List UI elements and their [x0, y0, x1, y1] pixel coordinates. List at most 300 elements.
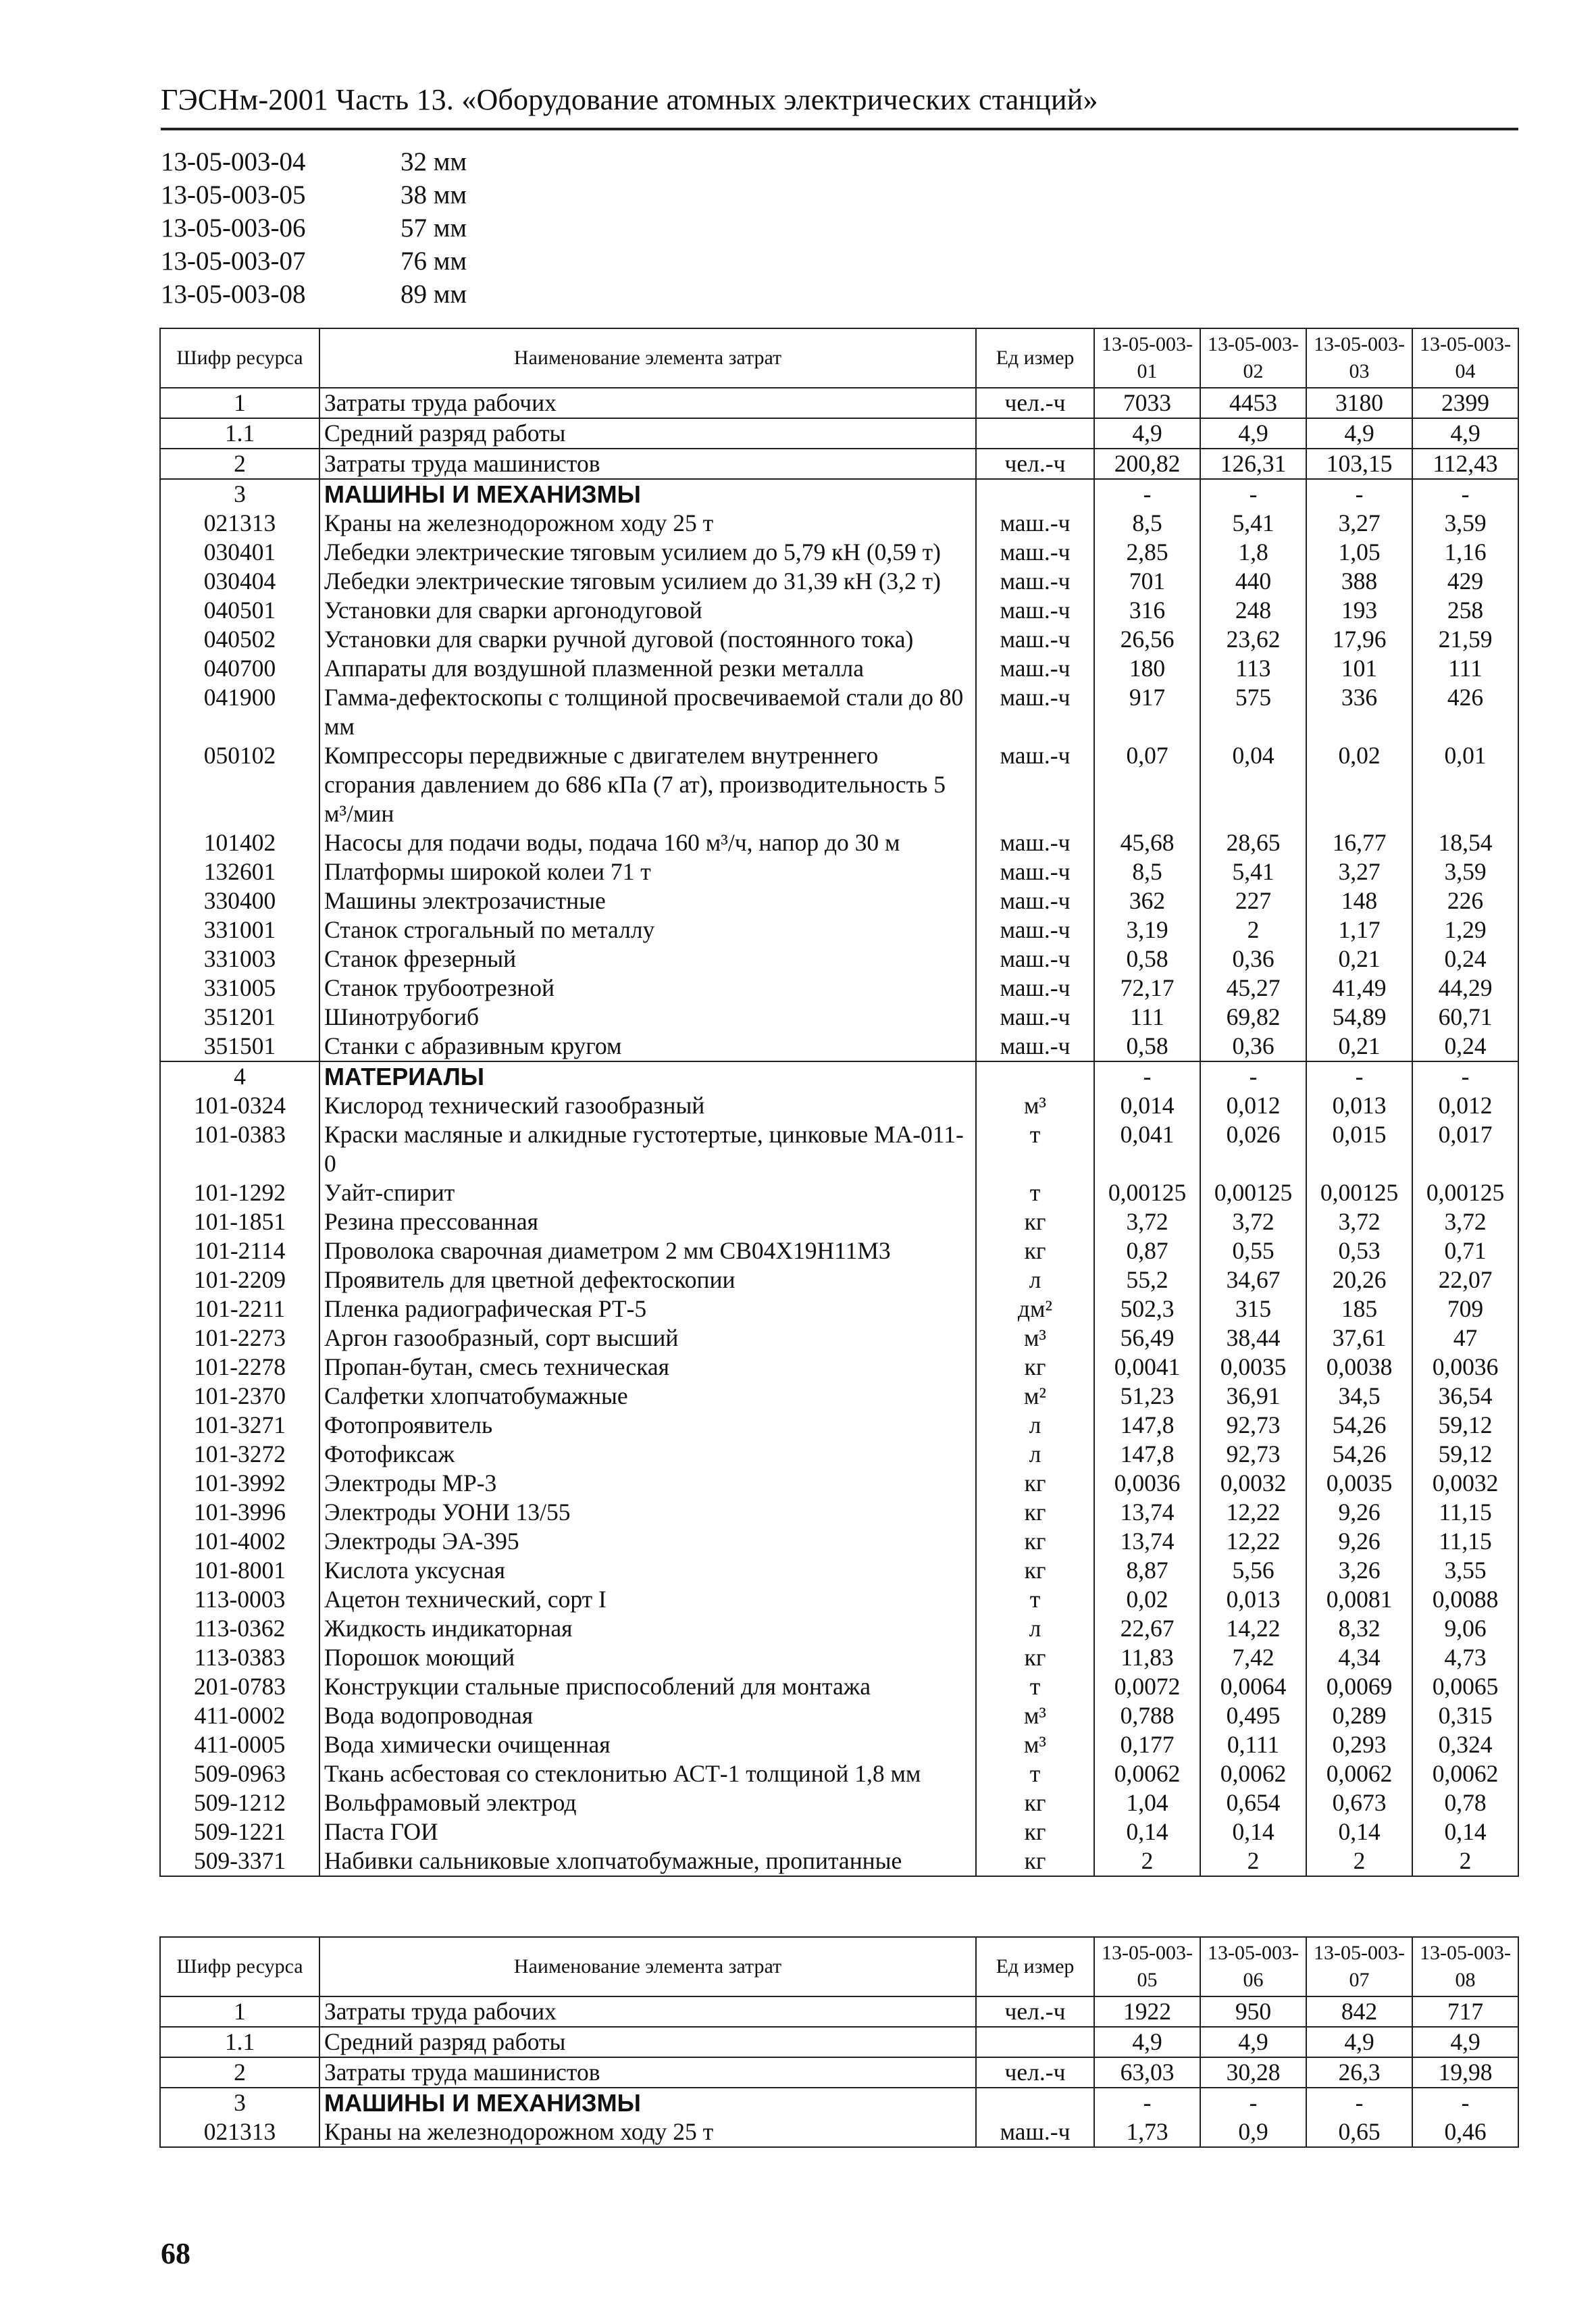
table-row [160, 1178, 1518, 1207]
resource-unit [976, 479, 1094, 509]
table-row [160, 915, 1518, 945]
resource-value: 72,17 [1094, 974, 1200, 1003]
resource-code: 101402 [160, 828, 319, 857]
resource-value: 26,3 [1306, 2057, 1412, 2088]
resource-name: Аппараты для воздушной плазменной резки металла [319, 654, 976, 683]
resource-value: 69,82 [1200, 1003, 1306, 1032]
resource-unit: т [976, 1178, 1094, 1207]
pipe-size: 76 мм [401, 247, 467, 276]
resource-value: 1,04 [1094, 1788, 1200, 1817]
resource-unit: маш.-ч [976, 538, 1094, 567]
resource-code: 021313 [160, 2117, 319, 2147]
header-col: 13-05-003-05 [1094, 1937, 1200, 1996]
resource-table-2 [159, 1936, 1519, 2148]
resource-unit: кг [976, 1788, 1094, 1817]
resource-value: 34,5 [1306, 1382, 1412, 1411]
resource-unit: маш.-ч [976, 945, 1094, 974]
resource-value: 37,61 [1306, 1324, 1412, 1353]
resource-value: 0,026 [1200, 1120, 1306, 1178]
resource-value: 22,67 [1094, 1614, 1200, 1643]
resource-value: 0,02 [1094, 1585, 1200, 1614]
resource-value: 51,23 [1094, 1382, 1200, 1411]
resource-value: 1922 [1094, 1996, 1200, 2027]
resource-unit: т [976, 1585, 1094, 1614]
resource-value: 4,9 [1200, 2027, 1306, 2057]
resource-value: 5,41 [1200, 857, 1306, 886]
table-row [160, 654, 1518, 683]
table-row [160, 1759, 1518, 1788]
resource-value: 0,012 [1200, 1091, 1306, 1120]
resource-code: 101-0383 [160, 1120, 319, 1178]
resource-name: МАШИНЫ И МЕХАНИЗМЫ [319, 479, 976, 509]
resource-unit: маш.-ч [976, 741, 1094, 828]
resource-value: 41,49 [1306, 974, 1412, 1003]
resource-value: 4,9 [1306, 2027, 1412, 2057]
resource-code: 040501 [160, 596, 319, 625]
header-name: Наименование элемента затрат [319, 1937, 976, 1996]
resource-value: 21,59 [1412, 625, 1518, 654]
resource-unit: маш.-ч [976, 567, 1094, 596]
resource-value: 22,07 [1412, 1265, 1518, 1294]
resource-value: 4453 [1200, 388, 1306, 418]
resource-value: 0,0069 [1306, 1672, 1412, 1701]
resource-code: 3 [160, 479, 319, 509]
resource-code: 201-0783 [160, 1672, 319, 1701]
resource-value: 0,0065 [1412, 1672, 1518, 1701]
resource-value: 2399 [1412, 388, 1518, 418]
resource-value: 54,89 [1306, 1003, 1412, 1032]
code-size-row [161, 211, 467, 245]
resource-name: Кислота уксусная [319, 1556, 976, 1585]
resource-code: 101-2278 [160, 1353, 319, 1382]
resource-unit: маш.-ч [976, 1032, 1094, 1061]
resource-value: - [1306, 2088, 1412, 2117]
resource-name: Фотофиксаж [319, 1440, 976, 1469]
table-row [160, 1032, 1518, 1061]
table-row [160, 974, 1518, 1003]
resource-unit: кг [976, 1469, 1094, 1498]
resource-value: - [1200, 479, 1306, 509]
table-row [160, 1672, 1518, 1701]
resource-name: Вода химически очищенная [319, 1730, 976, 1759]
resource-value: - [1094, 1061, 1200, 1091]
resource-value: 388 [1306, 567, 1412, 596]
resource-value: 8,32 [1306, 1614, 1412, 1643]
resource-value: 0,00125 [1412, 1178, 1518, 1207]
resource-value: 0,013 [1200, 1585, 1306, 1614]
resource-value: 0,24 [1412, 945, 1518, 974]
resource-value: - [1094, 479, 1200, 509]
resource-value: 23,62 [1200, 625, 1306, 654]
resource-unit: маш.-ч [976, 596, 1094, 625]
resource-code: 040700 [160, 654, 319, 683]
resource-value: 0,673 [1306, 1788, 1412, 1817]
table-row [160, 479, 1518, 509]
resource-code: 1 [160, 388, 319, 418]
resource-value: - [1306, 1061, 1412, 1091]
resource-table-1 [159, 328, 1519, 1877]
resource-value: 47 [1412, 1324, 1518, 1353]
resource-unit: кг [976, 1207, 1094, 1236]
resource-name: Проявитель для цветной дефектоскопии [319, 1265, 976, 1294]
resource-value: 717 [1412, 1996, 1518, 2027]
resource-name: Электроды ЭА-395 [319, 1527, 976, 1556]
resource-name: Лебедки электрические тяговым усилием до 31,39 кН (3,2 т) [319, 567, 976, 596]
resource-code: 331001 [160, 915, 319, 945]
resource-value: 18,54 [1412, 828, 1518, 857]
resource-value: 2 [1412, 1846, 1518, 1876]
resource-value: 60,71 [1412, 1003, 1518, 1032]
resource-unit [976, 1061, 1094, 1091]
resource-value: 0,02 [1306, 741, 1412, 828]
resource-code: 101-0324 [160, 1091, 319, 1120]
resource-value: 2 [1200, 915, 1306, 945]
resource-value: 3,26 [1306, 1556, 1412, 1585]
resource-value: 147,8 [1094, 1440, 1200, 1469]
resource-value: 3,19 [1094, 915, 1200, 945]
resource-unit: кг [976, 1846, 1094, 1876]
resource-name: Гамма-дефектоскопы с толщиной просвечиваемой стали до 80 мм [319, 683, 976, 741]
resource-value: 55,2 [1094, 1265, 1200, 1294]
resource-value: 575 [1200, 683, 1306, 741]
resource-unit: кг [976, 1556, 1094, 1585]
resource-name: Набивки сальниковые хлопчатобумажные, пропитанные [319, 1846, 976, 1876]
resource-name: Затраты труда рабочих [319, 388, 976, 418]
resource-value: 0,0035 [1200, 1353, 1306, 1382]
resource-value: 4,9 [1200, 418, 1306, 449]
resource-value: - [1412, 479, 1518, 509]
resource-name: Лебедки электрические тяговым усилием до 5,79 кН (0,59 т) [319, 538, 976, 567]
table-row [160, 1730, 1518, 1759]
table-row [160, 828, 1518, 857]
resource-value: 226 [1412, 886, 1518, 915]
resource-value: 0,012 [1412, 1091, 1518, 1120]
resource-value: 16,77 [1306, 828, 1412, 857]
table-row [160, 683, 1518, 741]
resource-code: 101-2273 [160, 1324, 319, 1353]
table-row [160, 509, 1518, 538]
resource-name: Пропан-бутан, смесь техническая [319, 1353, 976, 1382]
resource-value: 8,87 [1094, 1556, 1200, 1585]
resource-name: Машины электрозачистные [319, 886, 976, 915]
table-row [160, 449, 1518, 479]
resource-value: 193 [1306, 596, 1412, 625]
resource-name: Салфетки хлопчатобумажные [319, 1382, 976, 1411]
resource-code: 509-3371 [160, 1846, 319, 1876]
resource-code: 351201 [160, 1003, 319, 1032]
resource-unit: кг [976, 1353, 1094, 1382]
resource-value: 0,177 [1094, 1730, 1200, 1759]
resource-name: Шинотрубогиб [319, 1003, 976, 1032]
resource-value: 0,0036 [1412, 1353, 1518, 1382]
resource-value: - [1094, 2088, 1200, 2117]
resource-code: 101-1292 [160, 1178, 319, 1207]
resource-value: 0,46 [1412, 2117, 1518, 2147]
resource-value: 3,59 [1412, 857, 1518, 886]
resource-value: 0,58 [1094, 1032, 1200, 1061]
resource-code: 330400 [160, 886, 319, 915]
resource-code: 101-1851 [160, 1207, 319, 1236]
resource-code: 411-0005 [160, 1730, 319, 1759]
resource-value: 5,56 [1200, 1556, 1306, 1585]
resource-value: 0,71 [1412, 1236, 1518, 1265]
resource-value: 185 [1306, 1294, 1412, 1324]
resource-value: 0,495 [1200, 1701, 1306, 1730]
resource-code: 331005 [160, 974, 319, 1003]
resource-value: 0,014 [1094, 1091, 1200, 1120]
table-row [160, 2057, 1518, 2088]
resource-value: 258 [1412, 596, 1518, 625]
resource-value: 0,14 [1306, 1817, 1412, 1846]
resource-value: 4,9 [1306, 418, 1412, 449]
resource-code: 101-3992 [160, 1469, 319, 1498]
resource-value: 701 [1094, 567, 1200, 596]
resource-value: 3180 [1306, 388, 1412, 418]
header-col: 13-05-003-07 [1306, 1937, 1412, 1996]
resource-value: 30,28 [1200, 2057, 1306, 2088]
resource-unit: м³ [976, 1730, 1094, 1759]
table-row [160, 1585, 1518, 1614]
resource-value: 0,015 [1306, 1120, 1412, 1178]
resource-value: 59,12 [1412, 1411, 1518, 1440]
resource-code: 101-2209 [160, 1265, 319, 1294]
norm-code: 13-05-003-05 [161, 180, 306, 209]
resource-code: 509-0963 [160, 1759, 319, 1788]
resource-value: 111 [1412, 654, 1518, 683]
resource-unit: чел.-ч [976, 1996, 1094, 2027]
resource-value: 180 [1094, 654, 1200, 683]
table-row [160, 625, 1518, 654]
resource-code: 101-3271 [160, 1411, 319, 1440]
resource-value: 0,01 [1412, 741, 1518, 828]
resource-value: 1,29 [1412, 915, 1518, 945]
resource-unit: м³ [976, 1701, 1094, 1730]
resource-unit: дм² [976, 1294, 1094, 1324]
resource-value: 0,654 [1200, 1788, 1306, 1817]
table-row [160, 741, 1518, 828]
resource-code: 1.1 [160, 2027, 319, 2057]
resource-code: 509-1221 [160, 1817, 319, 1846]
resource-value: 0,017 [1412, 1120, 1518, 1178]
table-row [160, 1265, 1518, 1294]
resource-value: 0,9 [1200, 2117, 1306, 2147]
table-row [160, 2088, 1518, 2117]
resource-name: Платформы широкой колеи 71 т [319, 857, 976, 886]
resource-value: 0,0038 [1306, 1353, 1412, 1382]
resource-name: Установки для сварки ручной дуговой (постоянного тока) [319, 625, 976, 654]
resource-code: 101-2211 [160, 1294, 319, 1324]
header-col: 13-05-003-01 [1094, 328, 1200, 388]
resource-value: 113 [1200, 654, 1306, 683]
resource-code: 2 [160, 449, 319, 479]
table-row [160, 1207, 1518, 1236]
table-row [160, 945, 1518, 974]
resource-value: 0,21 [1306, 945, 1412, 974]
resource-name: Краски масляные и алкидные густотертые, цинковые МА-011-0 [319, 1120, 976, 1178]
resource-name: Фотопроявитель [319, 1411, 976, 1440]
resource-name: Средний разряд работы [319, 2027, 976, 2057]
resource-value: 0,00125 [1094, 1178, 1200, 1207]
resource-value: 0,55 [1200, 1236, 1306, 1265]
resource-value: 917 [1094, 683, 1200, 741]
resource-value: 13,74 [1094, 1527, 1200, 1556]
resource-unit: кг [976, 1498, 1094, 1527]
resource-value: 4,9 [1412, 2027, 1518, 2057]
header-col: 13-05-003-06 [1200, 1937, 1306, 1996]
table-row [160, 1061, 1518, 1091]
resource-value: 0,293 [1306, 1730, 1412, 1759]
resource-value: 950 [1200, 1996, 1306, 2027]
resource-value: 14,22 [1200, 1614, 1306, 1643]
resource-value: 426 [1412, 683, 1518, 741]
table-row [160, 1846, 1518, 1876]
table-row [160, 1614, 1518, 1643]
resource-value: 1,73 [1094, 2117, 1200, 2147]
resource-value: 7033 [1094, 388, 1200, 418]
resource-unit: маш.-ч [976, 654, 1094, 683]
resource-value: 20,26 [1306, 1265, 1412, 1294]
resource-name: Затраты труда машинистов [319, 449, 976, 479]
header-unit: Ед измер [976, 1937, 1094, 1996]
resource-value: 0,041 [1094, 1120, 1200, 1178]
resource-value: 101 [1306, 654, 1412, 683]
resource-name: Электроды УОНИ 13/55 [319, 1498, 976, 1527]
resource-value: 227 [1200, 886, 1306, 915]
resource-name: Порошок моющий [319, 1643, 976, 1672]
resource-value: 2 [1306, 1846, 1412, 1876]
resource-value: 3,27 [1306, 857, 1412, 886]
resource-value: 12,22 [1200, 1527, 1306, 1556]
resource-value: 45,68 [1094, 828, 1200, 857]
pipe-size: 32 мм [401, 147, 467, 176]
resource-value: 111 [1094, 1003, 1200, 1032]
resource-value: 0,04 [1200, 741, 1306, 828]
table-row [160, 388, 1518, 418]
resource-value: 0,78 [1412, 1788, 1518, 1817]
resource-value: 103,15 [1306, 449, 1412, 479]
resource-value: 54,26 [1306, 1411, 1412, 1440]
resource-value: 0,14 [1200, 1817, 1306, 1846]
resource-code: 041900 [160, 683, 319, 741]
table-row [160, 1353, 1518, 1382]
resource-value: 26,56 [1094, 625, 1200, 654]
resource-name: Вода водопроводная [319, 1701, 976, 1730]
page-number: 68 [161, 2237, 190, 2270]
table-row [160, 1411, 1518, 1440]
resource-name: Насосы для подачи воды, подача 160 м³/ч, напор до 30 м [319, 828, 976, 857]
resource-value: 0,07 [1094, 741, 1200, 828]
page-header [161, 82, 1518, 130]
resource-value: 28,65 [1200, 828, 1306, 857]
resource-value: - [1306, 479, 1412, 509]
resource-value: 0,53 [1306, 1236, 1412, 1265]
resource-code: 331003 [160, 945, 319, 974]
resource-value: 0,0072 [1094, 1672, 1200, 1701]
resource-value: 148 [1306, 886, 1412, 915]
resource-value: 2,85 [1094, 538, 1200, 567]
resource-code: 040502 [160, 625, 319, 654]
resource-unit: чел.-ч [976, 2057, 1094, 2088]
table-row [160, 1324, 1518, 1353]
table-row [160, 886, 1518, 915]
resource-name: Затраты труда рабочих [319, 1996, 976, 2027]
resource-code: 101-2370 [160, 1382, 319, 1411]
norm-code: 13-05-003-04 [161, 147, 306, 176]
code-size-row [161, 178, 467, 211]
header-col: 13-05-003-04 [1412, 328, 1518, 388]
resource-value: 3,72 [1412, 1207, 1518, 1236]
resource-code: 101-4002 [160, 1527, 319, 1556]
resource-unit: м³ [976, 1091, 1094, 1120]
resource-value: 429 [1412, 567, 1518, 596]
resource-code: 101-2114 [160, 1236, 319, 1265]
resource-code: 101-3996 [160, 1498, 319, 1527]
resource-value: 17,96 [1306, 625, 1412, 654]
norm-code: 13-05-003-08 [161, 280, 306, 309]
resource-value: 0,315 [1412, 1701, 1518, 1730]
resource-value: 1,17 [1306, 915, 1412, 945]
table-row [160, 1294, 1518, 1324]
resource-unit: л [976, 1265, 1094, 1294]
resource-value: 0,289 [1306, 1701, 1412, 1730]
table-row [160, 1120, 1518, 1178]
resource-name: Электроды МР-3 [319, 1469, 976, 1498]
resource-code: 101-8001 [160, 1556, 319, 1585]
resource-value: 362 [1094, 886, 1200, 915]
resource-value: 7,42 [1200, 1643, 1306, 1672]
resource-value: 92,73 [1200, 1411, 1306, 1440]
resource-code: 2 [160, 2057, 319, 2088]
resource-name: Краны на железнодорожном ходу 25 т [319, 509, 976, 538]
resource-value: 1,05 [1306, 538, 1412, 567]
resource-value: 44,29 [1412, 974, 1518, 1003]
pipe-size: 89 мм [401, 280, 467, 309]
resource-value: 112,43 [1412, 449, 1518, 479]
resource-value: 0,0032 [1412, 1469, 1518, 1498]
resource-unit: кг [976, 1817, 1094, 1846]
resource-value: 54,26 [1306, 1440, 1412, 1469]
resource-value: 0,0035 [1306, 1469, 1412, 1498]
table-header-row [160, 328, 1518, 388]
resource-value: 9,06 [1412, 1614, 1518, 1643]
resource-code: 030401 [160, 538, 319, 567]
resource-value: 0,87 [1094, 1236, 1200, 1265]
resource-unit: маш.-ч [976, 828, 1094, 857]
resource-value: 11,15 [1412, 1498, 1518, 1527]
resource-value: 19,98 [1412, 2057, 1518, 2088]
resource-value: 0,00125 [1306, 1178, 1412, 1207]
resource-value: 13,74 [1094, 1498, 1200, 1527]
resource-value: 12,22 [1200, 1498, 1306, 1527]
table-row [160, 567, 1518, 596]
resource-value: 4,9 [1094, 2027, 1200, 2057]
resource-name: Резина прессованная [319, 1207, 976, 1236]
resource-value: 0,0036 [1094, 1469, 1200, 1498]
resource-name: Аргон газообразный, сорт высший [319, 1324, 976, 1353]
resource-name: Кислород технический газообразный [319, 1091, 976, 1120]
table-row [160, 1701, 1518, 1730]
resource-value: - [1200, 2088, 1306, 2117]
resource-unit: чел.-ч [976, 388, 1094, 418]
resource-name: Вольфрамовый электрод [319, 1788, 976, 1817]
resource-value: 5,41 [1200, 509, 1306, 538]
resource-unit: т [976, 1759, 1094, 1788]
resource-unit: маш.-ч [976, 625, 1094, 654]
resource-unit: т [976, 1120, 1094, 1178]
resource-code: 411-0002 [160, 1701, 319, 1730]
code-size-row [161, 245, 467, 278]
resource-name: Станок строгальный по металлу [319, 915, 976, 945]
